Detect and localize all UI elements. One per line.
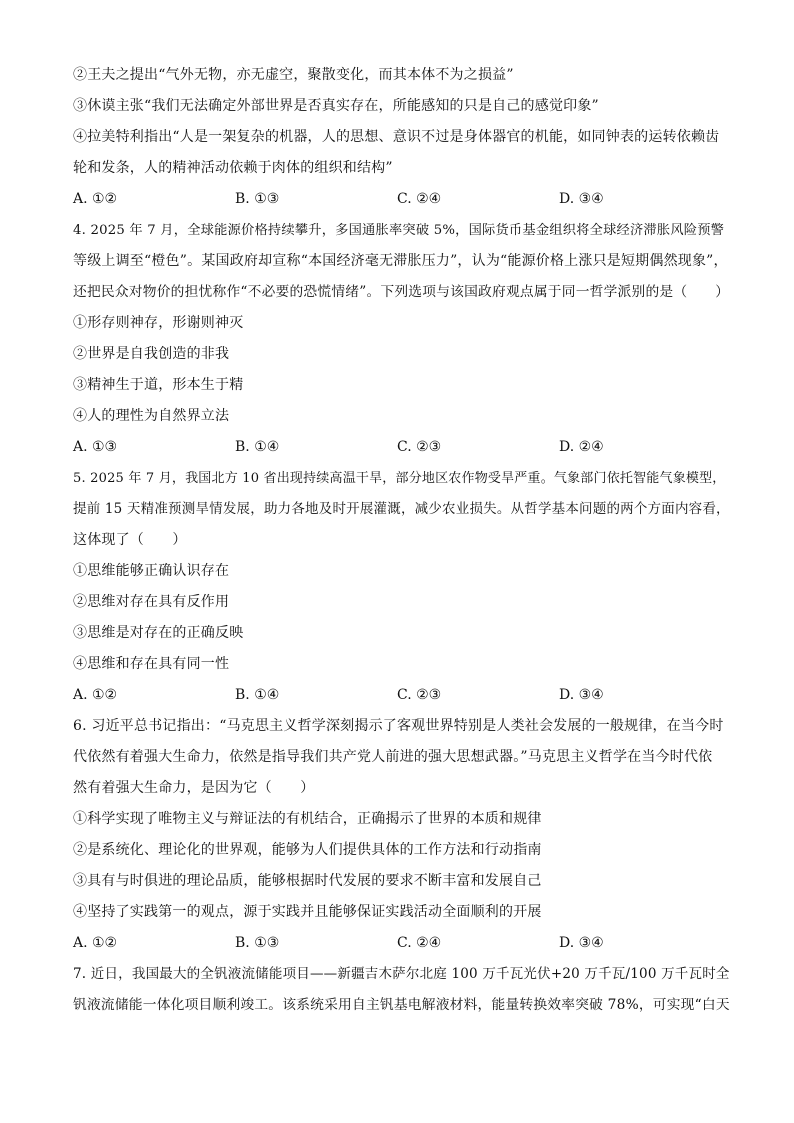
question-stem-line: 钒液流储能一体化项目顺利竣工。该系统采用自主钒基电解液材料，能量转换效率突破 78%，可实现“白天 — [73, 997, 730, 1013]
question-4 — [73, 215, 733, 463]
question-stem-line: 6. 习近平总书记指出：“马克思主义哲学深刻揭示了客观世界特别是人类社会发展的一般规律，在当今时 — [73, 718, 724, 734]
page-content — [73, 60, 733, 1021]
item-line: ③精神生于道，形本生于精 — [73, 377, 244, 393]
option-a[interactable]: A. ①③ — [73, 439, 118, 455]
item-line: ②世界是自我创造的非我 — [73, 346, 230, 362]
question-stem-line: 提前 15 天精准预测旱情发展，助力各地及时开展灌溉，减少农业损失。从哲学基本问题的两个方面内容看， — [73, 501, 730, 517]
item-line: ④坚持了实践第一的观点，源于实践并且能够保证实践活动全面顺利的开展 — [73, 904, 542, 920]
item-line: ③具有与时俱进的理论品质，能够根据时代发展的要求不断丰富和发展自己 — [73, 873, 542, 889]
option-b[interactable]: B. ①④ — [235, 439, 280, 455]
answer-options — [73, 432, 733, 463]
item-line: ②王夫之提出“气外无物，亦无虚空，聚散变化，而其本体不为之损益” — [73, 67, 514, 83]
question-5 — [73, 463, 733, 711]
answer-options — [73, 928, 733, 959]
option-c[interactable]: C. ②③ — [397, 439, 442, 455]
option-a[interactable]: A. ①② — [73, 191, 118, 207]
option-b[interactable]: B. ①③ — [235, 191, 280, 207]
option-a[interactable]: A. ①② — [73, 935, 118, 951]
question-stem-line: 等级上调至“橙色”。某国政府却宣称“本国经济毫无滞胀压力”，认为“能源价格上涨只是短期偶然现象”， — [73, 253, 728, 269]
option-c[interactable]: C. ②④ — [397, 191, 442, 207]
item-line: ①科学实现了唯物主义与辩证法的有机结合，正确揭示了世界的本质和规律 — [73, 811, 542, 827]
question-stem-line: 7. 近日，我国最大的全钒液流储能项目——新疆吉木萨尔北庭 100 万千瓦光伏+20 万千瓦/100 万千瓦时全 — [73, 966, 730, 982]
question-stem-line: 然有着强大生命力，是因为它（ ） — [73, 780, 315, 796]
item-line: ②是系统化、理论化的世界观，能够为人们提供具体的工作方法和行动指南 — [73, 842, 542, 858]
question-stem-line: 5. 2025 年 7 月，我国北方 10 省出现持续高温干旱，部分地区农作物受旱严重。气象部门依托智能气象模型， — [73, 471, 726, 486]
item-line: 轮和发条，人的精神活动依赖于肉体的组织和结构” — [73, 160, 393, 176]
item-line: ③思维是对存在的正确反映 — [73, 625, 244, 641]
question-6 — [73, 711, 733, 959]
option-d[interactable]: D. ③④ — [559, 687, 604, 703]
question-stem-line: 这体现了（ ） — [73, 532, 187, 548]
question-3-continuation — [73, 60, 733, 215]
option-c[interactable]: C. ②④ — [397, 935, 442, 951]
question-stem-line: 代依然有着强大生命力，依然是指导我们共产党人前进的强大思想武器。”马克思主义哲学在当今时代依 — [73, 749, 713, 765]
answer-options — [73, 184, 733, 215]
option-d[interactable]: D. ③④ — [559, 935, 604, 951]
option-a[interactable]: A. ①② — [73, 687, 118, 703]
option-b[interactable]: B. ①④ — [235, 687, 280, 703]
item-line: ①思维能够正确认识存在 — [73, 563, 230, 579]
answer-options — [73, 680, 733, 711]
item-line: ④拉美特利指出“人是一架复杂的机器，人的思想、意识不过是身体器官的机能，如同钟表的运转依赖齿 — [73, 129, 720, 145]
item-line: ③休谟主张“我们无法确定外部世界是否真实存在，所能感知的只是自己的感觉印象” — [73, 98, 599, 114]
item-line: ②思维对存在具有反作用 — [73, 594, 230, 610]
option-c[interactable]: C. ②③ — [397, 687, 442, 703]
question-stem-line: 还把民众对物价的担忧称作“不必要的恐慌情绪”。下列选项与该国政府观点属于同一哲学派别的是（ ） — [73, 284, 730, 300]
item-line: ④思维和存在具有同一性 — [73, 656, 230, 672]
item-line: ④人的理性为自然界立法 — [73, 408, 230, 424]
question-stem-line: 4. 2025 年 7 月，全球能源价格持续攀升，多国通胀率突破 5%，国际货币基金组织将全球经济滞胀风险预警 — [73, 223, 725, 238]
option-d[interactable]: D. ③④ — [559, 191, 604, 207]
item-line: ①形存则神存，形谢则神灭 — [73, 315, 244, 331]
option-b[interactable]: B. ①③ — [235, 935, 280, 951]
question-7 — [73, 959, 733, 1021]
option-d[interactable]: D. ②④ — [559, 439, 604, 455]
